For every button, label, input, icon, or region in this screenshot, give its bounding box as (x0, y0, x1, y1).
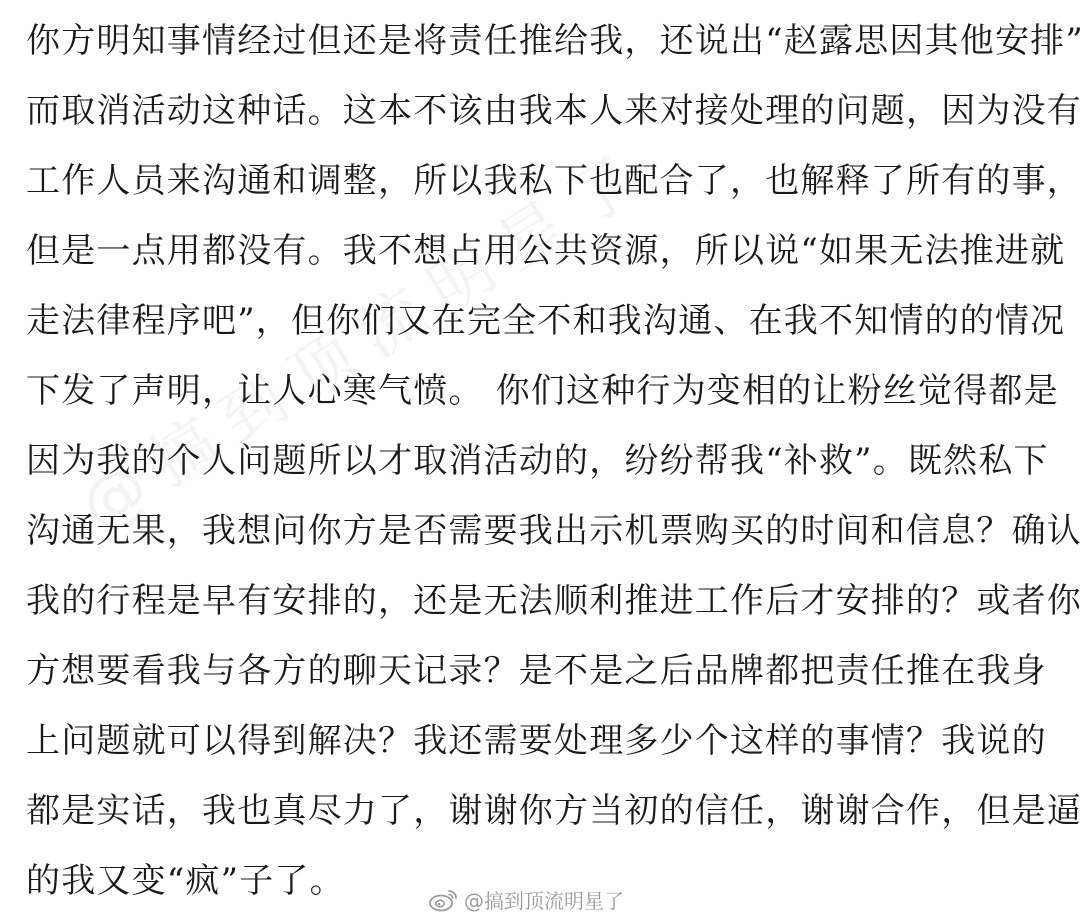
text-line: 走法律程序吧”，但你们又在完全不和我沟通、在我不知情的的情况 (26, 301, 1066, 341)
text-line: 方想要看我与各方的聊天记录？是不是之后品牌都把责任推在我身 (26, 651, 1047, 691)
text-line: 因为我的个人问题所以才取消活动的，纷纷帮我“补救”。既然私下 (26, 441, 1049, 481)
text-line: 的我又变“疯”子了。 (26, 861, 345, 901)
text-line: 沟通无果，我想问你方是否需要我出示机票购买的时间和信息？确认 (26, 511, 1082, 551)
text-line: 下发了声明，让人心寒气愤。 你们这种行为变相的让粉丝觉得都是 (26, 371, 1059, 411)
text-line: 但是一点用都没有。我不想占用公共资源，所以说“如果无法推进就 (26, 231, 1066, 271)
text-line: 工作人员来沟通和调整，所以我私下也配合了，也解释了所有的事， (26, 161, 1082, 201)
watermark-label: @搞到顶流明星了 (464, 889, 624, 913)
text-line: 都是实话，我也真尽力了，谢谢你方当初的信任，谢谢合作，但是逼 (26, 791, 1082, 831)
text-line: 你方明知事情经过但还是将责任推给我，还说出“赵露思因其他安排” (26, 21, 1084, 61)
text-line: 上问题就可以得到解决？我还需要处理多少个这样的事情？我说的 (26, 721, 1047, 761)
text-line: 而取消活动这种话。这本不该由我本人来对接处理的问题，因为没有 (26, 91, 1082, 131)
text-line: 我的行程是早有安排的，还是无法顺利推进工作后才安排的？或者你 (26, 581, 1082, 621)
